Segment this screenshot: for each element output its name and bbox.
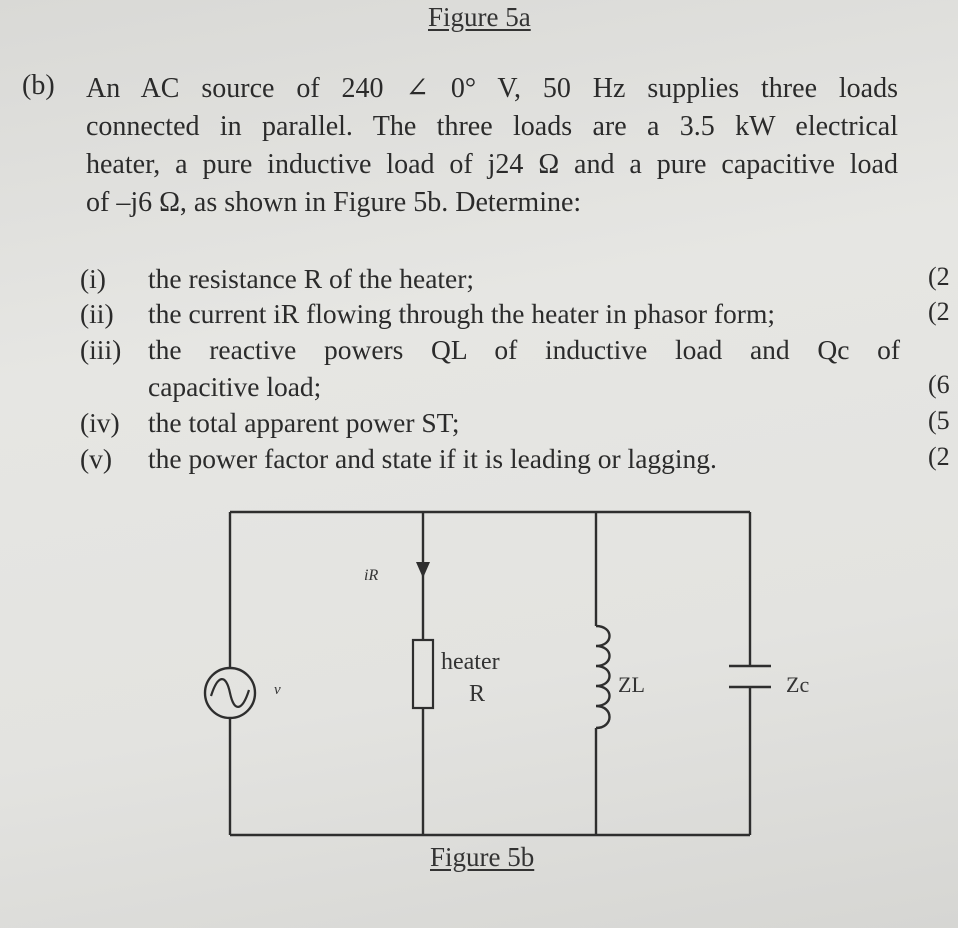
sine-wave bbox=[211, 679, 249, 707]
intro-line: heater, a pure inductive load of j24 Ω and a pure capacitive load bbox=[86, 149, 898, 180]
item-text: the reactive powers QL of inductive load and Qc of bbox=[148, 334, 900, 365]
item-text: the current iR flowing through the heater in phasor form; bbox=[148, 298, 775, 329]
mark-ii: (2 bbox=[928, 297, 950, 326]
figure-5b-caption: Figure 5b bbox=[430, 842, 535, 872]
capacitor-label: Zc bbox=[786, 672, 810, 697]
mark-i: (2 bbox=[928, 262, 950, 291]
item-text-continued: capacitive load; bbox=[148, 371, 322, 402]
current-label: iR bbox=[364, 567, 379, 584]
inductor-label: ZL bbox=[618, 672, 645, 697]
part-label: (b) bbox=[22, 70, 55, 101]
mark-v: (2 bbox=[928, 442, 950, 471]
item-number: (v) bbox=[80, 443, 113, 474]
intro-line: of –j6 Ω, as shown in Figure 5b. Determine: bbox=[86, 187, 582, 218]
item-text: the power factor and state if it is leading or lagging. bbox=[148, 443, 717, 474]
source-label: v bbox=[274, 682, 281, 698]
mark-iv: (5 bbox=[928, 406, 950, 435]
heater-label: heater bbox=[441, 649, 500, 675]
resistor-symbol bbox=[413, 640, 433, 708]
intro-line: An AC source of 240 ∠ 0° V, 50 Hz supplies three loads bbox=[86, 73, 898, 104]
mark-iii: (6 bbox=[928, 370, 950, 399]
item-number: (ii) bbox=[80, 298, 114, 329]
current-arrow-icon bbox=[416, 562, 430, 578]
item-text: the total apparent power ST; bbox=[148, 407, 460, 438]
item-number: (iii) bbox=[80, 334, 122, 365]
item-text: the resistance R of the heater; bbox=[148, 263, 475, 294]
heater-r-label: R bbox=[469, 681, 486, 707]
figure-5a-caption: Figure 5a bbox=[428, 2, 531, 32]
item-number: (i) bbox=[80, 263, 106, 294]
intro-line: connected in parallel. The three loads are a 3.5 kW electrical bbox=[86, 111, 898, 142]
inductor-coil bbox=[596, 626, 610, 728]
item-number: (iv) bbox=[80, 407, 120, 438]
